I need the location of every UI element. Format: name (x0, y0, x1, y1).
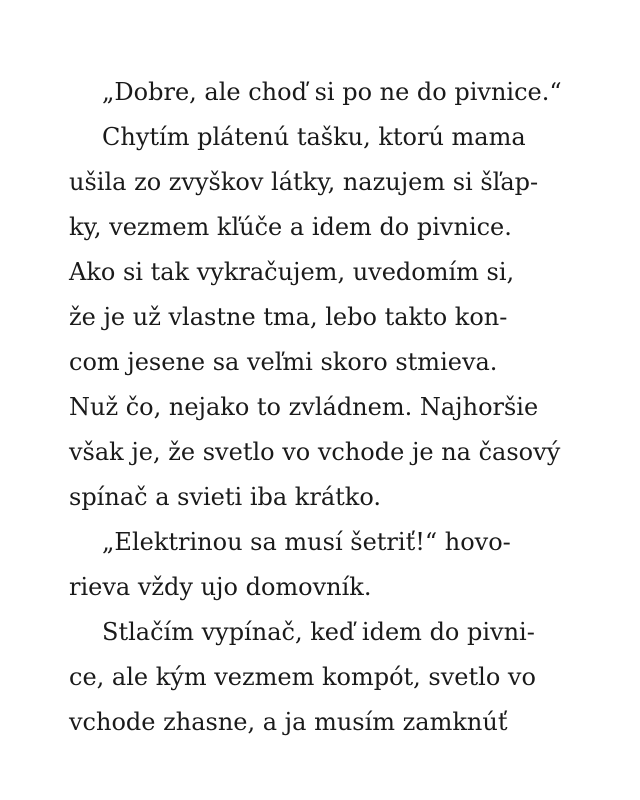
text-line: spínač a svieti iba krátko. (69, 483, 381, 511)
body-text (69, 70, 589, 745)
text-line: „Dobre, ale choď si po ne do pivnice.“ (102, 78, 562, 106)
text-line: „Elektrinou sa musí šetriť!“ hovo- (102, 528, 511, 556)
text-line: rieva vždy ujo domovník. (69, 573, 372, 601)
text-line: vchode zhasne, a ja musím zamknúť (69, 708, 508, 736)
text-line: Ako si tak vykračujem, uvedomím si, (69, 258, 515, 286)
text-line: com jesene sa veľmi skoro stmieva. (69, 348, 498, 376)
text-line: ce, ale kým vezmem kompót, svetlo vo (69, 663, 536, 691)
text-line: však je, že svetlo vo vchode je na časový (69, 438, 561, 466)
text-line: ušila zo zvyškov látky, nazujem si šľap- (69, 168, 539, 196)
text-line: ky, vezmem kľúče a idem do pivnice. (69, 213, 512, 241)
text-line: Nuž čo, nejako to zvládnem. Najhoršie (69, 393, 539, 421)
text-line: Stlačím vypínač, keď idem do pivni- (102, 618, 535, 646)
text-line: že je už vlastne tma, lebo takto kon- (69, 303, 508, 331)
text-line: Chytím plátenú tašku, ktorú mama (102, 123, 526, 151)
